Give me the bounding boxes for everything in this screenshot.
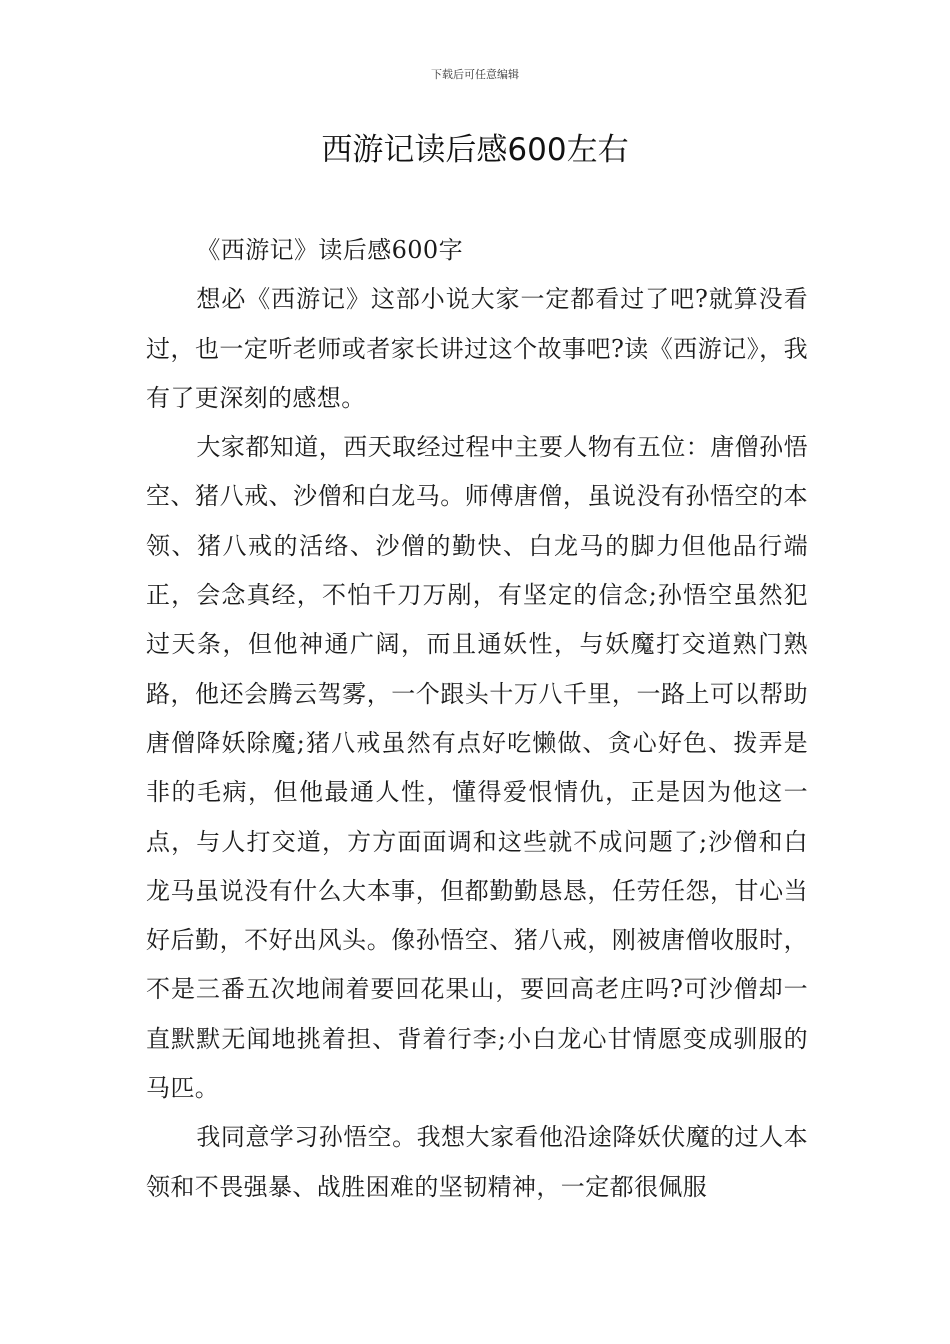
paragraph-sun-wukong: 我同意学习孙悟空。我想大家看他沿途降妖伏魔的过人本领和不畏强暴、战胜困难的坚韧精神，一定都很佩服: [146, 1123, 808, 1201]
paragraph-subtitle: 《西游记》读后感600字: [196, 236, 463, 264]
header-note: 下载后可任意编辑: [431, 68, 519, 81]
paragraph-intro: 想必《西游记》这部小说大家一定都看过了吧?就算没看过，也一定听老师或者家长讲过这个故事吧?读《西游记》，我有了更深刻的感想。: [146, 285, 808, 412]
paragraph-characters: 大家都知道，西天取经过程中主要人物有五位：唐僧孙悟空、猪八戒、沙僧和白龙马。师傅唐僧，虽说没有孙悟空的本领、猪八戒的活络、沙僧的勤快、白龙马的脚力但他品行端正，会念真经，不怕千刀万剐，有坚定的信念;孙悟空虽然犯过天条，但他神通广阔，而且通妖性，与妖魔打交道熟门熟路，他还会腾云驾雾，一个跟头十万八千里，一路上可以帮助唐僧降妖除魔;猪八戒虽然有点好吃懒做、贪心好色、拨弄是非的毛病，但他最通人性，懂得爱恨情仇，正是因为他这一点，与人打交道，方方面面调和这些就不成问题了;沙僧和白龙马虽说没有什么大本事，但都勤勤恳恳，任劳任怨，甘心当好后勤，不好出风头。像孙悟空、猪八戒，刚被唐僧收服时，不是三番五次地闹着要回花果山，要回高老庄吗?可沙僧却一直默默无闻地挑着担、背着行李;小白龙心甘情愿变成驯服的马匹。: [146, 433, 808, 1103]
document-title: 西游记读后感600左右: [321, 132, 629, 168]
document-body: [146, 226, 808, 1212]
